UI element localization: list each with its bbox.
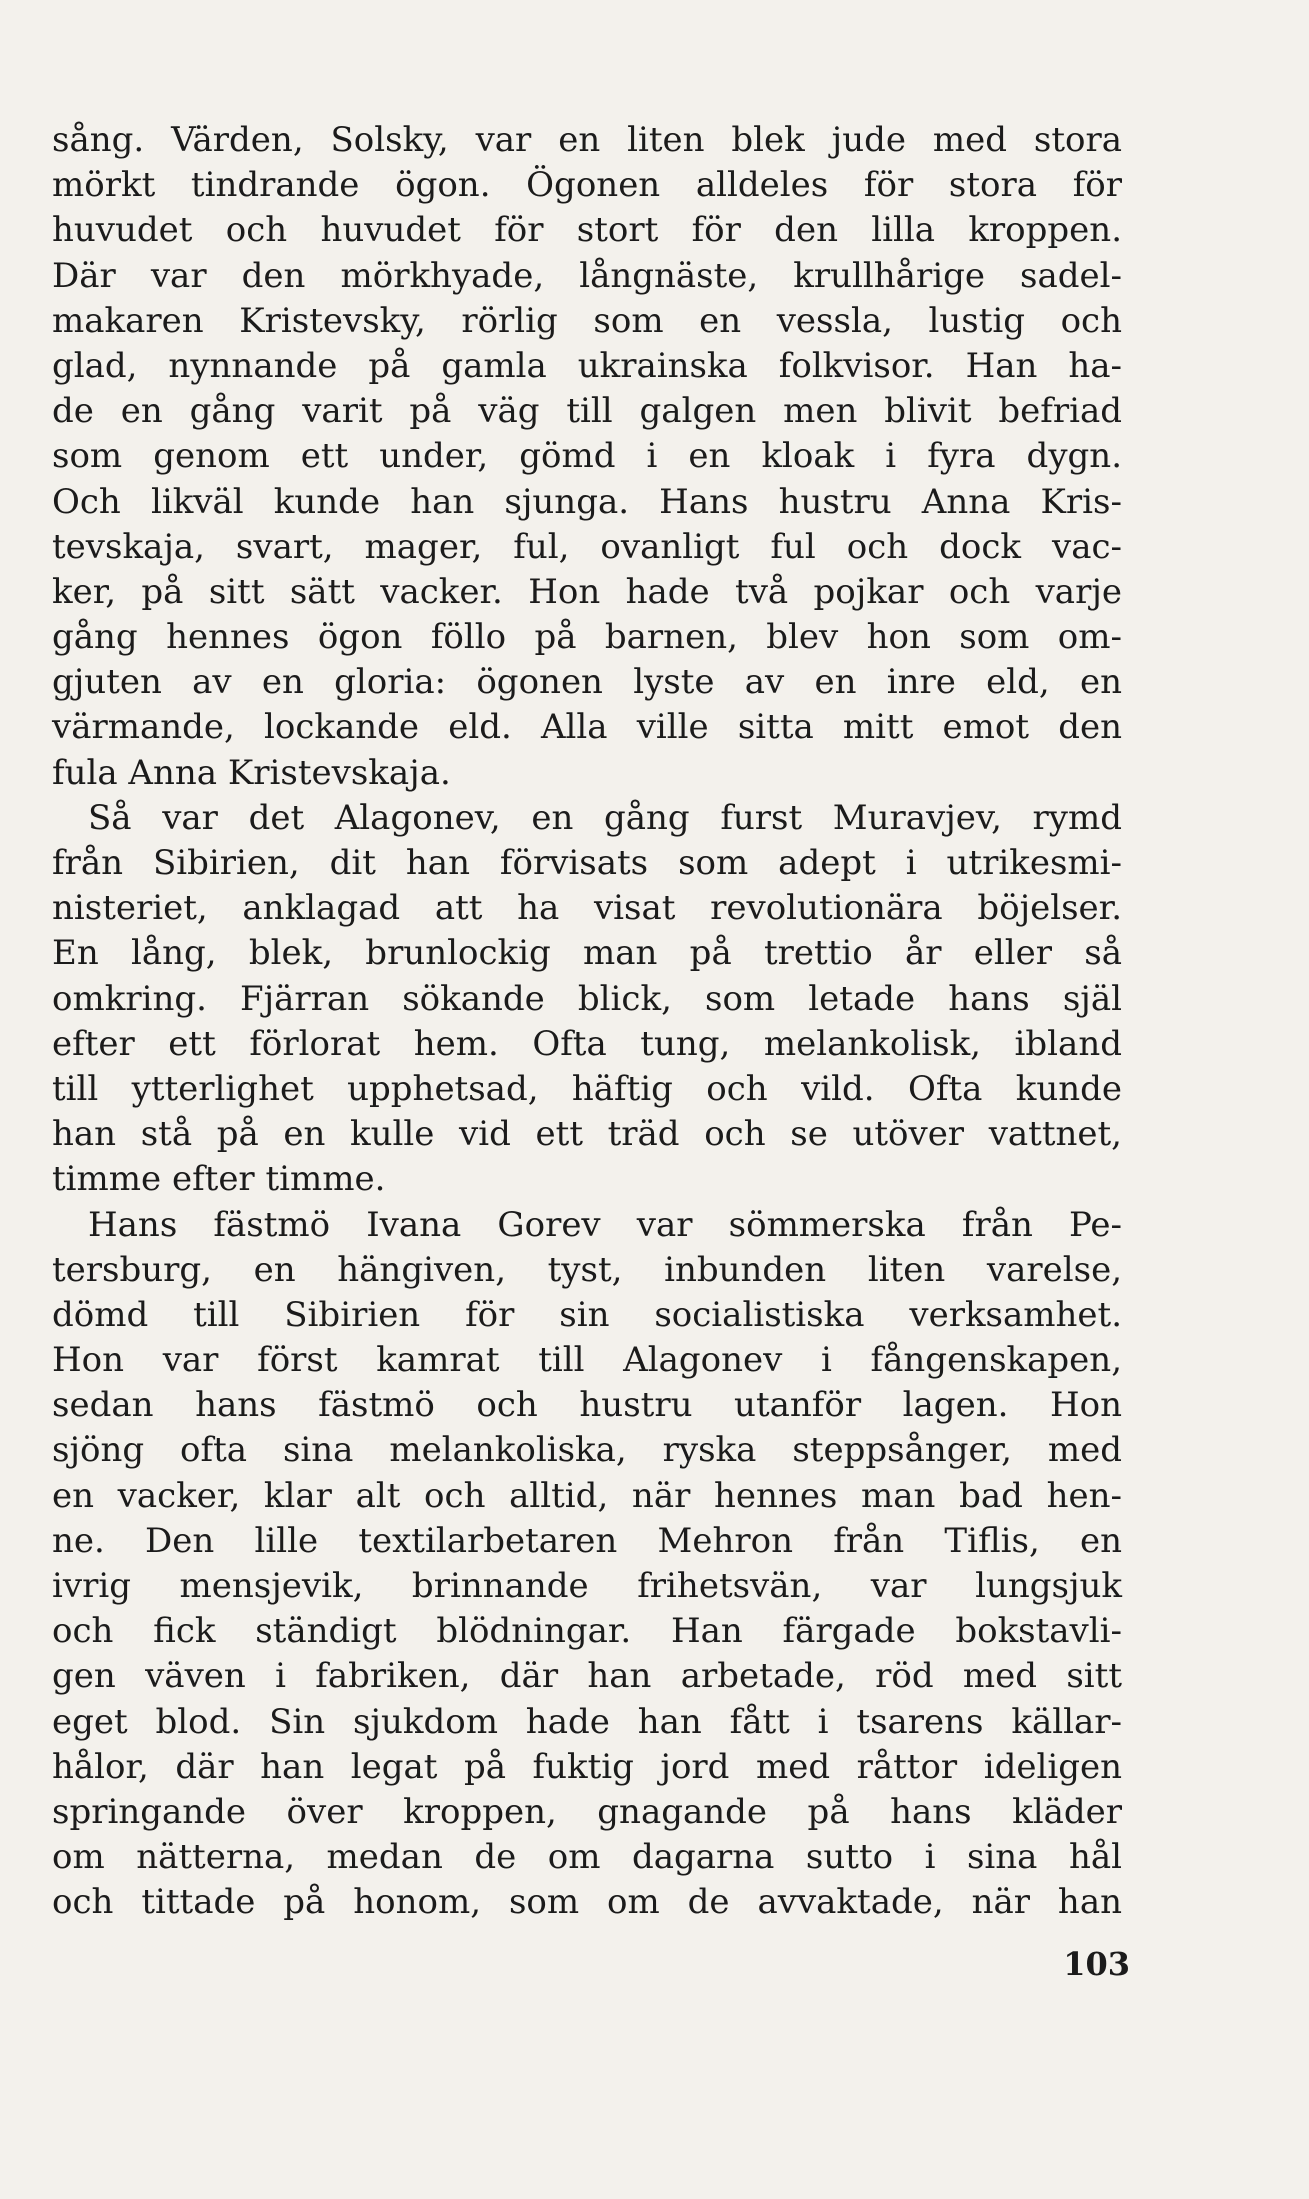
text-line: ne. Den lille textilarbetaren Mehron från Tiflis, en [52,1520,1122,1561]
text-line: eget blod. Sin sjukdom hade han fått i tsarens källar- [52,1701,1122,1742]
text-line: ker, på sitt sätt vacker. Hon hade två pojkar och varje [52,571,1122,612]
paragraph-3 [52,1203,1122,1926]
text-line: hålor, där han legat på fuktig jord med råttor ideligen [52,1746,1122,1787]
text-line: de en gång varit på väg till galgen men blivit befriad [52,391,1122,432]
text-line: timme efter timme. [52,1159,386,1200]
text-line: omkring. Fjärran sökande blick, som letade hans själ [52,978,1122,1019]
text-line: tevskaja, svart, mager, ful, ovanligt ful och dock vac- [52,526,1122,567]
page-number: 103 [1063,1945,1130,1983]
text-line: efter ett förlorat hem. Ofta tung, melankolisk, ibland [52,1023,1122,1064]
text-line: han stå på en kulle vid ett träd och se utöver vattnet, [52,1114,1122,1155]
text-line: och fick ständigt blödningar. Han färgade bokstavli- [52,1611,1122,1652]
text-line: huvudet och huvudet för stort för den lilla kroppen. [52,210,1122,251]
body-text [52,118,1122,1926]
text-line: en vacker, klar alt och alltid, när hennes man bad hen- [52,1475,1122,1516]
text-line: Så var det Alagonev, en gång furst Muravjev, rymd [88,797,1122,838]
text-line: nisteriet, anklagad att ha visat revolutionära böjelser. [52,888,1122,929]
text-line: gjuten av en gloria: ögonen lyste av en inre eld, en [52,662,1122,703]
text-line: dömd till Sibirien för sin socialistiska verksamhet. [52,1294,1122,1335]
text-line: som genom ett under, gömd i en kloak i fyra dygn. [52,436,1122,477]
text-line: Hon var först kamrat till Alagonev i fångenskapen, [52,1340,1122,1381]
text-line: makaren Kristevsky, rörlig som en vessla, lustig och [52,300,1122,341]
text-line: ivrig mensjevik, brinnande frihetsvän, var lungsjuk [52,1566,1122,1606]
text-line: glad, nynnande på gamla ukrainska folkvisor. Han ha- [52,345,1122,386]
text-line: Hans fästmö Ivana Gorev var sömmerska från Pe- [88,1204,1122,1245]
text-line: tersburg, en hängiven, tyst, inbunden liten varelse, [52,1249,1122,1290]
text-line: Och likväl kunde han sjunga. Hans hustru Anna Kris- [52,481,1122,522]
text-line: sjöng ofta sina melankoliska, ryska steppsånger, med [52,1430,1122,1471]
text-line: gång hennes ögon föllo på barnen, blev hon som om- [52,617,1122,658]
text-line: gen väven i fabriken, där han arbetade, röd med sitt [52,1656,1122,1697]
text-line: fula Anna Kristevskaja. [52,752,451,793]
text-line: om nätterna, medan de om dagarna sutto i sina hål [52,1837,1122,1878]
text-line: springande över kroppen, gnagande på hans kläder [52,1791,1122,1832]
text-line: Där var den mörkhyade, långnäste, krullhårige sadel- [52,255,1122,296]
text-line: sång. Värden, Solsky, var en liten blek jude med stora [52,120,1122,160]
text-line: och tittade på honom, som om de avvaktade, när han [52,1882,1122,1923]
text-line: från Sibirien, dit han förvisats som adept i utrikesmi- [52,843,1122,883]
text-line: mörkt tindrande ögon. Ögonen alldeles för stora för [52,165,1122,206]
paragraph-1 [52,118,1122,796]
text-line: till ytterlighet upphetsad, häftig och vild. Ofta kunde [52,1068,1122,1109]
text-line: värmande, lockande eld. Alla ville sitta mitt emot den [52,707,1122,748]
text-line: sedan hans fästmö och hustru utanför lagen. Hon [52,1385,1122,1426]
text-line: En lång, blek, brunlockig man på trettio år eller så [52,933,1122,974]
paragraph-2 [52,796,1122,1203]
